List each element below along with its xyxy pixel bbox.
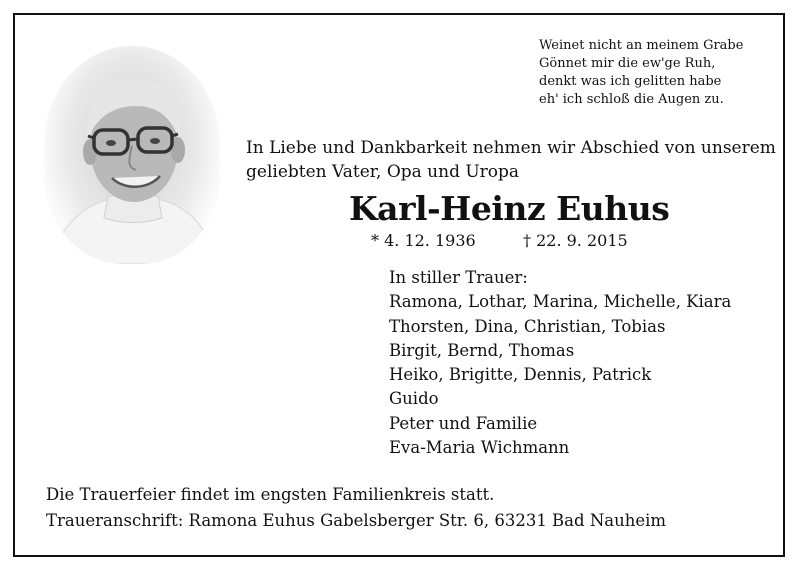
deceased-name: Karl-Heinz Euhus: [349, 189, 670, 228]
poem: [539, 37, 769, 109]
mourners-list: [389, 266, 769, 460]
mourner-line: Eva-Maria Wichmann: [389, 438, 570, 458]
mourning-address: Traueranschrift: Ramona Euhus Gabelsberger Str. 6, 63231 Bad Nauheim: [46, 511, 667, 530]
mourner-line: Heiko, Brigitte, Dennis, Patrick: [389, 365, 652, 385]
intro-line: geliebten Vater, Opa und Uropa: [246, 162, 520, 182]
portrait-image: [44, 46, 220, 264]
intro-text: [246, 136, 776, 184]
mourner-line: Peter und Familie: [389, 413, 538, 433]
mourners-heading: In stiller Trauer:: [389, 268, 528, 287]
poem-line: denkt was ich gelitten habe: [539, 74, 722, 89]
birth-date: * 4. 12. 1936: [371, 231, 476, 250]
mourner-line: Ramona, Lothar, Marina, Michelle, Kiara: [389, 292, 732, 312]
mourner-line: Birgit, Bernd, Thomas: [389, 340, 575, 360]
mourner-line: Thorsten, Dina, Christian, Tobias: [389, 316, 666, 336]
ceremony-note: Die Trauerfeier findet im engsten Familienkreis statt.: [46, 485, 495, 504]
footer: [46, 482, 766, 534]
intro-line: In Liebe und Dankbarkeit nehmen wir Abschied von unserem: [246, 138, 776, 158]
poem-line: Weinet nicht an meinem Grabe: [539, 38, 744, 53]
mourner-line: Guido: [389, 389, 439, 409]
portrait-photo: [44, 46, 220, 264]
poem-line: Gönnet mir die ew'ge Ruh,: [539, 56, 716, 71]
death-date: † 22. 9. 2015: [523, 231, 628, 250]
poem-line: eh' ich schloß die Augen zu.: [539, 92, 724, 107]
